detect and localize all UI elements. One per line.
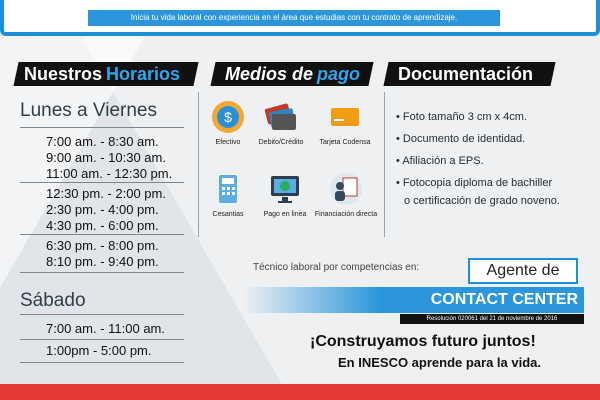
contact-center-bar	[244, 287, 584, 313]
documentacion-title: Documentación	[398, 64, 534, 84]
doc-item: • Foto tamaño 3 cm x 4cm.	[396, 111, 528, 123]
pago-header	[210, 62, 373, 86]
schedule-slot: 4:30 pm. - 6:00 pm.	[46, 218, 159, 233]
calculator-icon	[211, 172, 245, 206]
schedule-slot: 6:30 pm. - 8:00 pm.	[46, 238, 159, 253]
payment-codensa	[310, 100, 380, 146]
saturday-label: Sábado	[20, 290, 86, 311]
slogan-line-2: En INESCO aprende para la vida.	[338, 355, 542, 370]
divider	[20, 339, 184, 340]
schedule-slot: 11:00 am. - 12:30 pm.	[46, 166, 173, 181]
schedule-slot: 7:00 am. - 8:30 am.	[46, 134, 159, 149]
weekday-slots-2	[46, 186, 166, 234]
column-separator	[384, 92, 385, 237]
monitor-icon	[268, 172, 302, 206]
payment-online	[250, 172, 320, 218]
program-intro: Técnico laboral por competencias en:	[253, 262, 420, 273]
payment-label: Cesantias	[212, 211, 244, 218]
person-document-icon	[329, 172, 363, 206]
saturday-slot-1: 7:00 am. - 11:00 am.	[46, 321, 165, 336]
payment-label: Debito/Crédito	[258, 139, 304, 146]
payment-label: Tarjeta Codensa	[319, 139, 371, 146]
weekday-label: Lunes a Viernes	[20, 100, 157, 121]
saturday-slot-2: 1:00pm - 5:00 pm.	[46, 343, 152, 358]
weekday-slots-3	[46, 238, 159, 270]
doc-item: • Afiliación a EPS.	[396, 155, 484, 167]
pago-title-b: pago	[317, 64, 361, 84]
divider	[20, 314, 184, 315]
schedule-slot: 2:30 pm. - 4:00 pm.	[46, 202, 159, 217]
card-icon	[328, 100, 362, 134]
agent-label: Agente de	[486, 262, 560, 279]
pago-title-a: Medios de	[225, 64, 314, 84]
schedule-slot: 12:30 pm. - 2:00 pm.	[46, 186, 166, 201]
horarios-header	[13, 62, 198, 86]
agent-box	[468, 258, 578, 284]
doc-item-continued: o certificación de grado noveno.	[404, 195, 560, 207]
payment-label: Financiación directa	[314, 211, 378, 218]
horarios-title-b: Horarios	[106, 64, 181, 84]
slogan-line-1: ¡Construyamos futuro juntos!	[310, 333, 536, 350]
coin-icon	[211, 100, 245, 134]
doc-item: • Fotocopia diploma de bachiller	[396, 177, 553, 189]
payment-label: Efectivo	[215, 139, 241, 146]
top-banner: Inicia tu vida laboral con experiencia en el área que estudias con tu contrato de aprendizaje.	[88, 10, 500, 26]
contact-center-label: CONTACT CENTER	[430, 291, 578, 308]
divider	[20, 362, 184, 363]
payment-label: Pago en linea	[263, 211, 307, 218]
resolution-text: Resolución 020061 del 21 de noviembre de 2016	[400, 314, 584, 324]
divider	[20, 182, 184, 183]
payment-financiacion	[311, 172, 381, 218]
doc-item: • Documento de identidad.	[396, 133, 526, 145]
divider	[20, 272, 184, 273]
divider	[20, 127, 184, 128]
documentacion-header	[383, 62, 555, 86]
footer-bar	[0, 384, 600, 400]
horarios-title-a: Nuestros	[24, 64, 103, 84]
schedule-slot: 8:10 pm. - 9:40 pm.	[46, 254, 159, 269]
svg-text:$: $	[224, 109, 232, 125]
divider	[20, 234, 184, 235]
schedule-slot: 9:00 am. - 10:30 am.	[46, 150, 166, 165]
payment-debito	[246, 100, 316, 146]
cards-icon	[264, 100, 298, 134]
weekday-slots-1	[46, 134, 172, 182]
